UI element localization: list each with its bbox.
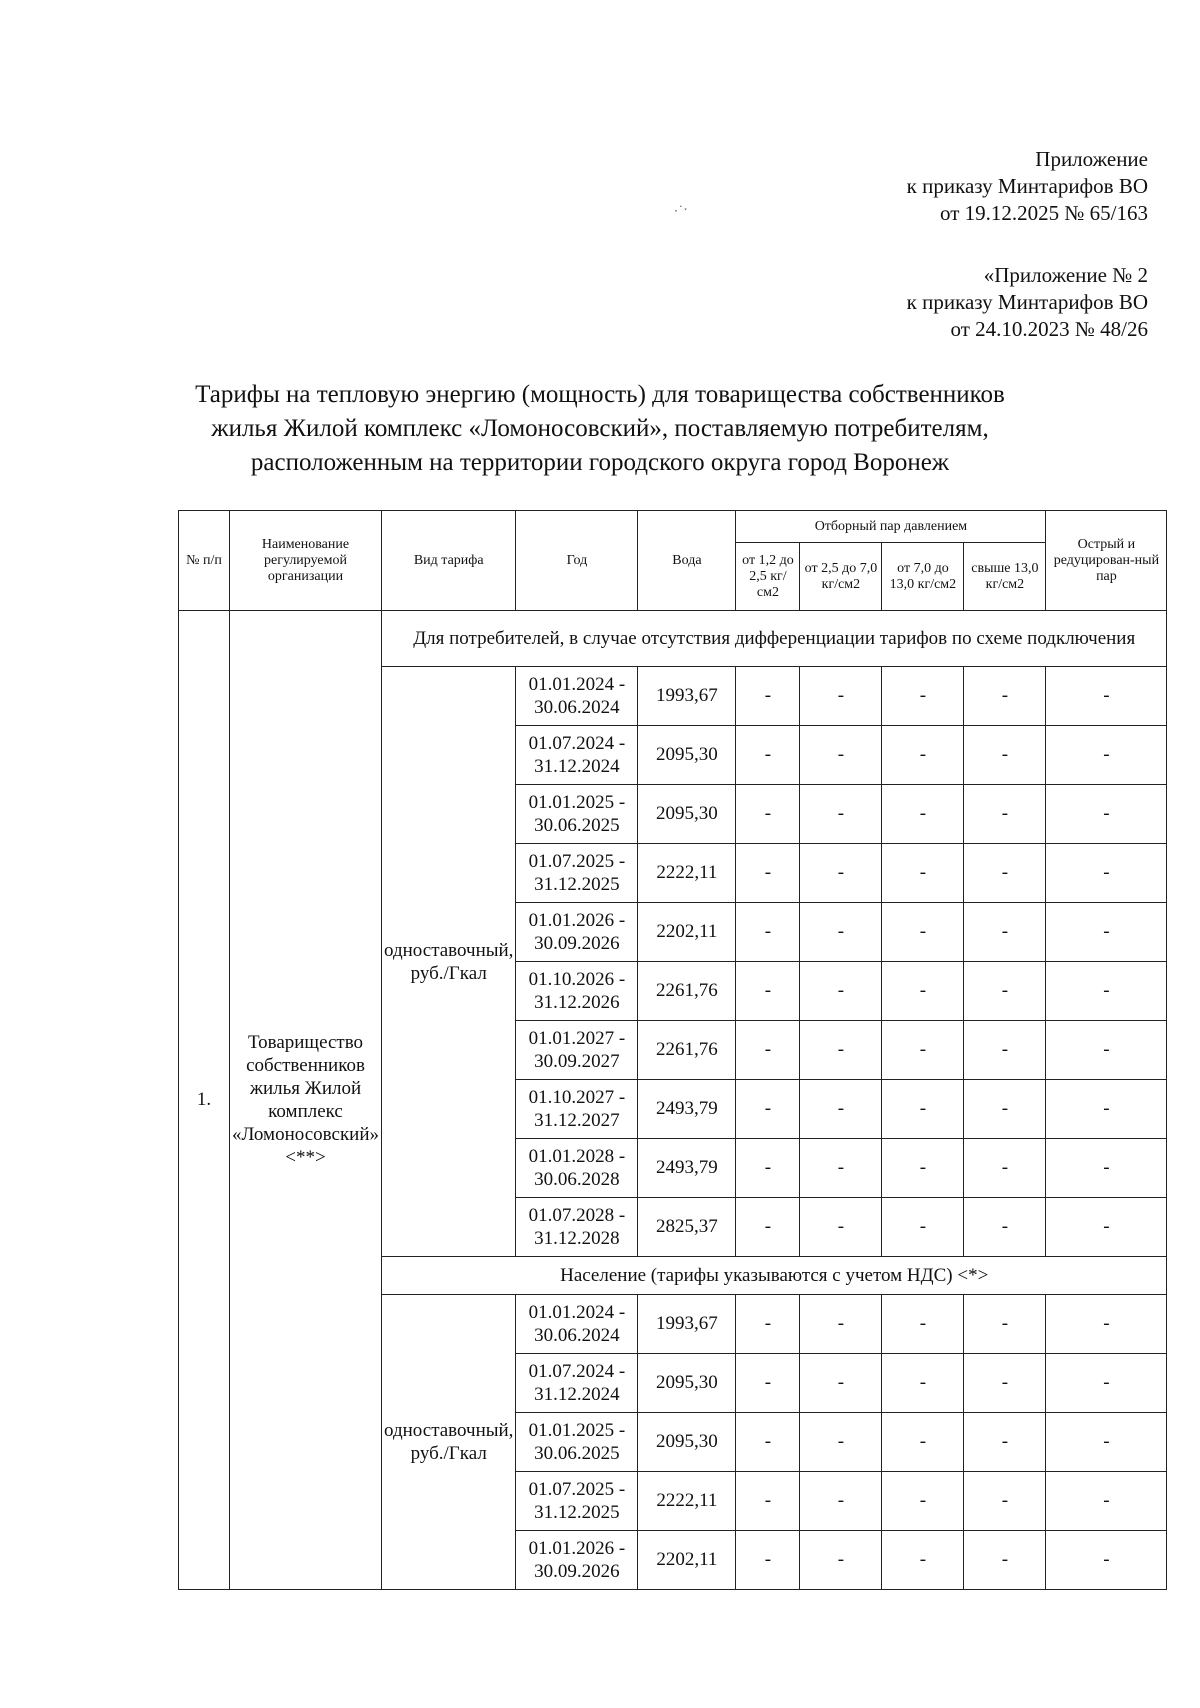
empty-tariff-cell: - — [800, 1531, 882, 1590]
empty-tariff-cell: - — [882, 726, 964, 785]
header-acute-steam: Острый и редуцирован-ный пар — [1046, 511, 1167, 611]
empty-tariff-cell: - — [736, 1080, 800, 1139]
empty-tariff-cell: - — [882, 962, 964, 1021]
tariff-table-body — [179, 611, 1167, 1590]
empty-tariff-cell: - — [964, 1531, 1046, 1590]
tariff-kind: одноставочный, руб./Гкал — [382, 1295, 516, 1590]
water-tariff-cell: 2202,11 — [638, 903, 736, 962]
water-tariff-cell: 2261,76 — [638, 1021, 736, 1080]
empty-tariff-cell: - — [736, 1354, 800, 1413]
empty-tariff-cell: - — [800, 726, 882, 785]
title-line: расположенным на территории городского округа город Воронеж — [250, 449, 950, 476]
water-tariff-cell: 2095,30 — [638, 1413, 736, 1472]
empty-tariff-cell: - — [882, 844, 964, 903]
empty-tariff-cell: - — [882, 1354, 964, 1413]
empty-tariff-cell: - — [1046, 1295, 1167, 1354]
water-tariff-cell: 2222,11 — [638, 1472, 736, 1531]
empty-tariff-cell: - — [1046, 785, 1167, 844]
header-water: Вода — [638, 511, 736, 611]
empty-tariff-cell: - — [964, 667, 1046, 726]
scan-artifact: ·˙ˑ — [674, 204, 688, 218]
water-tariff-cell: 2095,30 — [638, 1354, 736, 1413]
empty-tariff-cell: - — [800, 1139, 882, 1198]
water-tariff-cell: 2095,30 — [638, 726, 736, 785]
period-cell: 01.07.2028 - 31.12.2028 — [516, 1198, 638, 1257]
empty-tariff-cell: - — [800, 1354, 882, 1413]
empty-tariff-cell: - — [964, 1354, 1046, 1413]
water-tariff-cell: 2222,11 — [638, 844, 736, 903]
empty-tariff-cell: - — [964, 1413, 1046, 1472]
water-tariff-cell: 2261,76 — [638, 962, 736, 1021]
empty-tariff-cell: - — [1046, 1472, 1167, 1531]
header-steam-2-5-7: от 2,5 до 7,0 кг/см2 — [800, 543, 882, 611]
empty-tariff-cell: - — [736, 1295, 800, 1354]
empty-tariff-cell: - — [964, 903, 1046, 962]
empty-tariff-cell: - — [736, 785, 800, 844]
period-cell: 01.07.2025 - 31.12.2025 — [516, 844, 638, 903]
empty-tariff-cell: - — [736, 1198, 800, 1257]
empty-tariff-cell: - — [1046, 1080, 1167, 1139]
appendix-note-current — [907, 146, 1148, 227]
appendix-line: Приложение — [1035, 147, 1148, 171]
empty-tariff-cell: - — [800, 903, 882, 962]
header-org: Наименование регулируемой организации — [230, 511, 382, 611]
empty-tariff-cell: - — [882, 1413, 964, 1472]
water-tariff-cell: 2095,30 — [638, 785, 736, 844]
empty-tariff-cell: - — [882, 1080, 964, 1139]
appendix-line: к приказу Минтарифов ВО — [906, 174, 1148, 198]
period-cell: 01.07.2024 - 31.12.2024 — [516, 1354, 638, 1413]
title-line: Тарифы на тепловую энергию (мощность) для товарищества собственников — [195, 381, 1005, 408]
section-title: Для потребителей, в случае отсутствия дифференциации тарифов по схеме подключения — [382, 611, 1167, 667]
empty-tariff-cell: - — [736, 844, 800, 903]
appendix-line: от 24.10.2023 № 48/26 — [950, 317, 1148, 341]
empty-tariff-cell: - — [882, 1531, 964, 1590]
empty-tariff-cell: - — [964, 1139, 1046, 1198]
empty-tariff-cell: - — [736, 726, 800, 785]
period-cell: 01.01.2026 - 30.09.2026 — [516, 903, 638, 962]
header-steam-group: Отборный пар давлением — [736, 511, 1046, 543]
water-tariff-cell: 2202,11 — [638, 1531, 736, 1590]
empty-tariff-cell: - — [1046, 844, 1167, 903]
empty-tariff-cell: - — [964, 1021, 1046, 1080]
title-line: жилья Жилой комплекс «Ломоносовский», поставляемую потребителям, — [211, 415, 989, 442]
organization-name: Товарищество собственников жилья Жилой комплекс «Ломоносовский» <**> — [230, 611, 382, 1590]
period-cell: 01.01.2024 - 30.06.2024 — [516, 667, 638, 726]
empty-tariff-cell: - — [882, 785, 964, 844]
empty-tariff-cell: - — [800, 962, 882, 1021]
period-cell: 01.10.2027 - 31.12.2027 — [516, 1080, 638, 1139]
empty-tariff-cell: - — [882, 903, 964, 962]
empty-tariff-cell: - — [736, 1472, 800, 1531]
empty-tariff-cell: - — [800, 1198, 882, 1257]
empty-tariff-cell: - — [800, 1021, 882, 1080]
section-row — [179, 611, 1167, 667]
empty-tariff-cell: - — [800, 1295, 882, 1354]
empty-tariff-cell: - — [736, 1413, 800, 1472]
empty-tariff-cell: - — [800, 1413, 882, 1472]
empty-tariff-cell: - — [1046, 1531, 1167, 1590]
period-cell: 01.01.2025 - 30.06.2025 — [516, 785, 638, 844]
empty-tariff-cell: - — [964, 726, 1046, 785]
period-cell: 01.10.2026 - 31.12.2026 — [516, 962, 638, 1021]
empty-tariff-cell: - — [882, 1295, 964, 1354]
empty-tariff-cell: - — [882, 1198, 964, 1257]
empty-tariff-cell: - — [882, 1139, 964, 1198]
period-cell: 01.01.2025 - 30.06.2025 — [516, 1413, 638, 1472]
empty-tariff-cell: - — [964, 1080, 1046, 1139]
empty-tariff-cell: - — [736, 1021, 800, 1080]
appendix-line: к приказу Минтарифов ВО — [906, 290, 1148, 314]
period-cell: 01.01.2028 - 30.06.2028 — [516, 1139, 638, 1198]
empty-tariff-cell: - — [1046, 1198, 1167, 1257]
empty-tariff-cell: - — [882, 1472, 964, 1531]
empty-tariff-cell: - — [800, 1472, 882, 1531]
empty-tariff-cell: - — [736, 667, 800, 726]
empty-tariff-cell: - — [800, 1080, 882, 1139]
empty-tariff-cell: - — [964, 1295, 1046, 1354]
document-title — [140, 378, 1060, 480]
empty-tariff-cell: - — [736, 1531, 800, 1590]
empty-tariff-cell: - — [800, 785, 882, 844]
empty-tariff-cell: - — [964, 962, 1046, 1021]
period-cell: 01.01.2024 - 30.06.2024 — [516, 1295, 638, 1354]
empty-tariff-cell: - — [1046, 903, 1167, 962]
empty-tariff-cell: - — [882, 1021, 964, 1080]
empty-tariff-cell: - — [736, 1139, 800, 1198]
empty-tariff-cell: - — [882, 667, 964, 726]
empty-tariff-cell: - — [1046, 962, 1167, 1021]
empty-tariff-cell: - — [964, 785, 1046, 844]
water-tariff-cell: 2493,79 — [638, 1080, 736, 1139]
appendix-line: от 19.12.2025 № 65/163 — [939, 201, 1148, 225]
period-cell: 01.07.2024 - 31.12.2024 — [516, 726, 638, 785]
empty-tariff-cell: - — [964, 844, 1046, 903]
water-tariff-cell: 2493,79 — [638, 1139, 736, 1198]
header-steam-7-13: от 7,0 до 13,0 кг/см2 — [882, 543, 964, 611]
period-cell: 01.01.2027 - 30.09.2027 — [516, 1021, 638, 1080]
period-cell: 01.07.2025 - 31.12.2025 — [516, 1472, 638, 1531]
header-steam-1-2-5: от 1,2 до 2,5 кг/см2 — [736, 543, 800, 611]
empty-tariff-cell: - — [964, 1472, 1046, 1531]
header-tariff-kind: Вид тарифа — [382, 511, 516, 611]
empty-tariff-cell: - — [736, 962, 800, 1021]
water-tariff-cell: 1993,67 — [638, 667, 736, 726]
empty-tariff-cell: - — [800, 667, 882, 726]
water-tariff-cell: 1993,67 — [638, 1295, 736, 1354]
empty-tariff-cell: - — [1046, 1139, 1167, 1198]
empty-tariff-cell: - — [1046, 1413, 1167, 1472]
header-num: № п/п — [179, 511, 230, 611]
period-cell: 01.01.2026 - 30.09.2026 — [516, 1531, 638, 1590]
empty-tariff-cell: - — [1046, 1354, 1167, 1413]
section-title: Население (тарифы указываются с учетом НДС) <*> — [382, 1257, 1167, 1295]
appendix-note-original — [907, 262, 1148, 343]
row-number: 1. — [179, 611, 230, 1590]
empty-tariff-cell: - — [1046, 1021, 1167, 1080]
header-steam-over-13: свыше 13,0 кг/см2 — [964, 543, 1046, 611]
empty-tariff-cell: - — [736, 903, 800, 962]
empty-tariff-cell: - — [964, 1198, 1046, 1257]
tariff-kind: одноставочный, руб./Гкал — [382, 667, 516, 1257]
tariff-table — [178, 510, 1167, 1590]
empty-tariff-cell: - — [1046, 667, 1167, 726]
empty-tariff-cell: - — [800, 844, 882, 903]
empty-tariff-cell: - — [1046, 726, 1167, 785]
water-tariff-cell: 2825,37 — [638, 1198, 736, 1257]
header-year: Год — [516, 511, 638, 611]
appendix-line: «Приложение № 2 — [983, 263, 1148, 287]
